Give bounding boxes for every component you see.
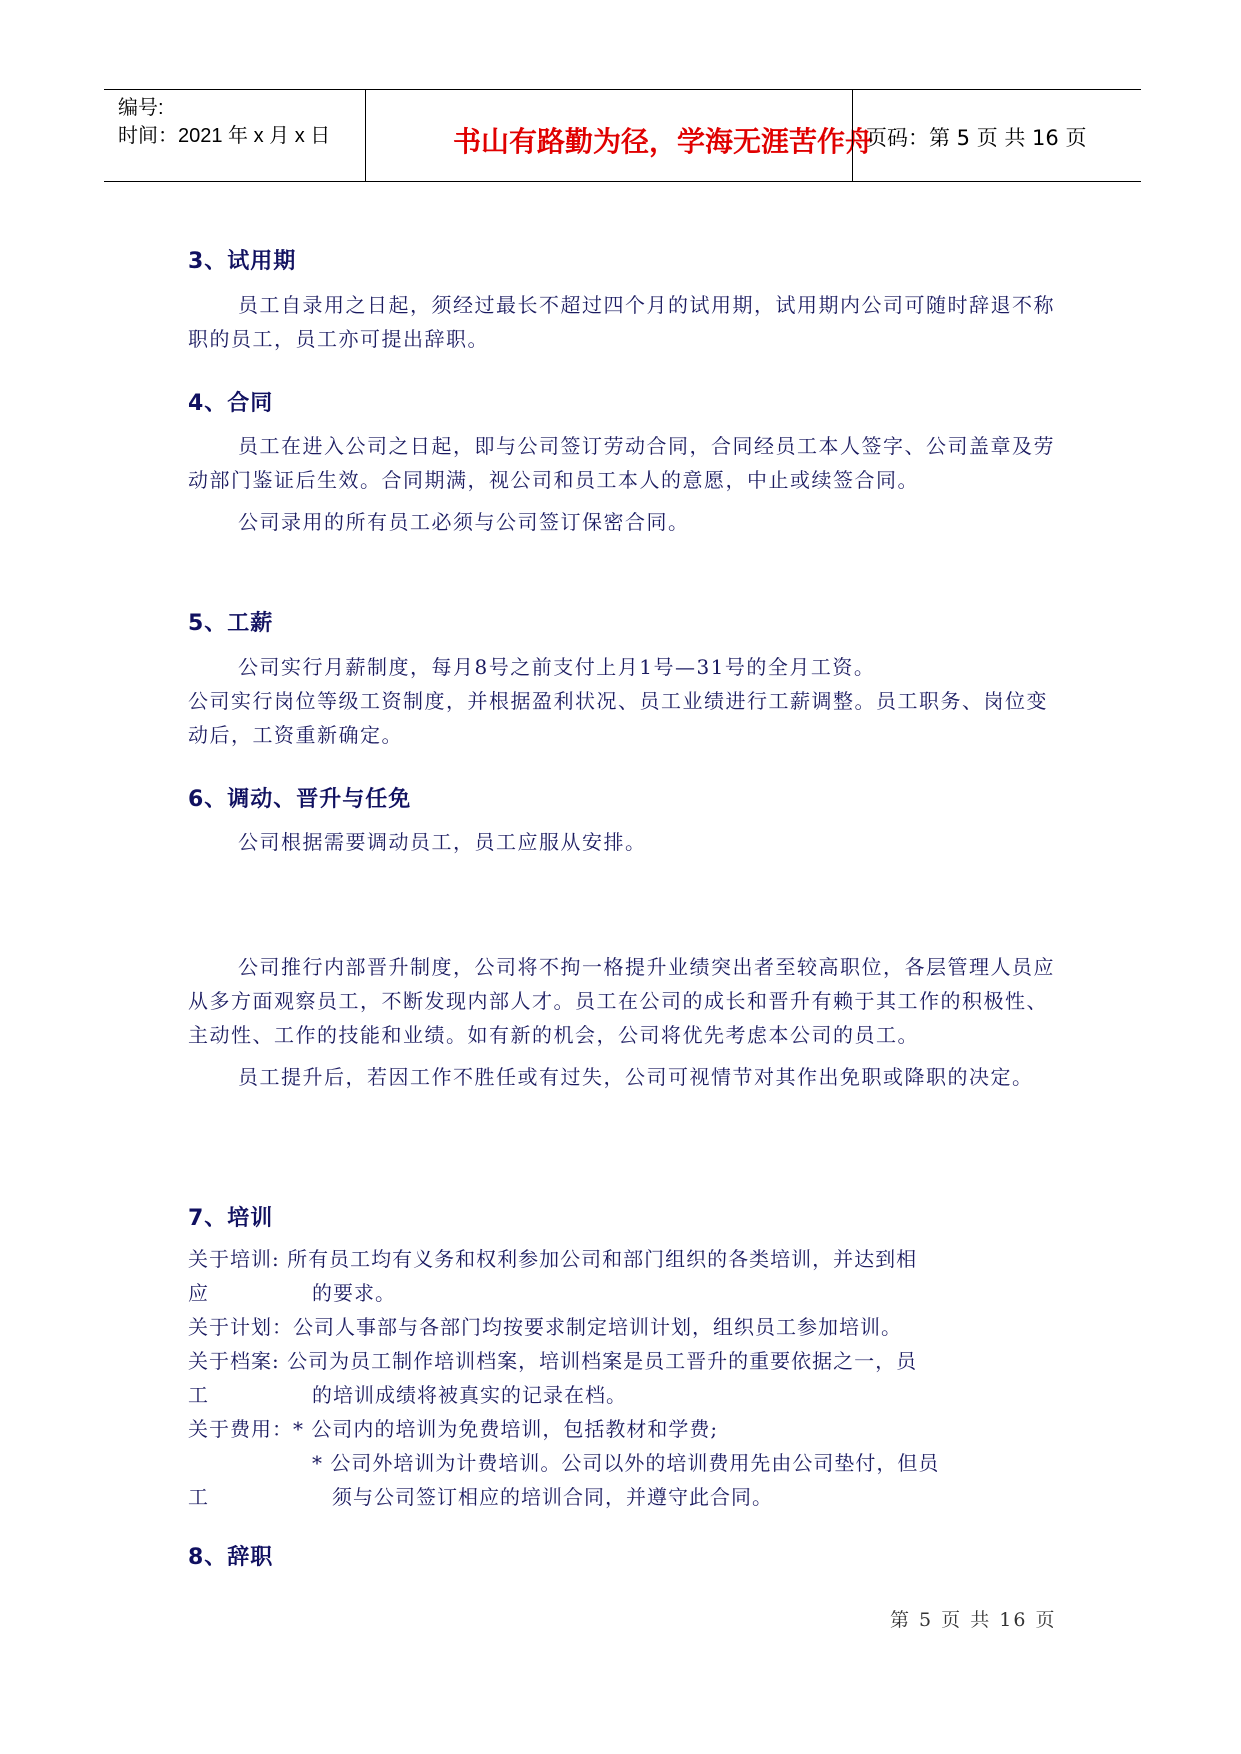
section-6 [188,782,1064,813]
paragraph: 员工自录用之日起，须经过最长不超过四个月的试用期，试用期内公司可随时辞退不称职的员工，员工亦可提出辞职。 [188,293,1055,351]
section-title: 8、辞职 [188,1545,274,1570]
section-5-body [188,650,1064,752]
section-4 [188,386,1064,417]
training-line-right: 须与公司签订相应的培训合同，并遵守此合同。 [332,1485,773,1509]
header-page-number: 页码：第 5 页 共 16 页 [866,126,1087,150]
paragraph: 公司实行月薪制度，每月8号之前支付上月1号—31号的全月工资。 [238,655,876,679]
paragraph: 公司根据需要调动员工，员工应服从安排。 [238,830,647,854]
paragraph: 员工在进入公司之日起，即与公司签订劳动合同，合同经员工本人签字、公司盖章及劳动部门鉴证后生效。合同期满，视公司和员工本人的意愿，中止或续签合同。 [188,434,1055,492]
paragraph: 公司实行岗位等级工资制度，并根据盈利状况、员工业绩进行工薪调整。员工职务、岗位变动后，工资重新确定。 [188,689,1048,747]
section-title: 4、合同 [188,391,274,416]
page-header [104,89,1141,182]
training-line [188,1480,1064,1514]
paragraph: 员工提升后，若因工作不胜任或有过失，公司可视情节对其作出免职或降职的决定。 [238,1065,1034,1089]
section-8 [188,1540,1064,1571]
paragraph: 公司录用的所有员工必须与公司签订保密合同。 [238,510,690,534]
header-motto: 书山有路勤为径，学海无涯苦作舟 [452,125,873,158]
page-footer: 第 5 页 共 16 页 [890,1609,1057,1631]
training-line: 关于培训: 所有员工均有义务和权利参加公司和部门组织的各类培训，并达到相 [188,1247,918,1271]
time-label: 时间：2021 年 x 月 x 日 [118,125,331,147]
header-meta [118,94,330,150]
section-7 [188,1201,1064,1232]
section-title: 3、试用期 [188,249,297,274]
paragraph: 公司推行内部晋升制度，公司将不拘一格提升业绩突出者至较高职位，各层管理人员应从多方面观察员工，不断发现内部人才。员工在公司的成长和晋升有赖于其工作的积极性、主动性、工作的技能和业绩。如有新的机会，公司将优先考虑本公司的员工。 [188,955,1055,1047]
training-line: * 公司外培训为计费培训。公司以外的培训费用先由公司垫付，但员 [312,1451,940,1475]
training-line: 关于费用：* 公司内的培训为免费培训，包括教材和学费; [188,1417,719,1441]
training-line-right: 的培训成绩将被真实的记录在档。 [312,1383,627,1407]
section-4-body [188,429,1064,539]
section-3-body [188,288,1064,356]
training-line: 关于档案: 公司为员工制作培训档案，培训档案是员工晋升的重要依据之一，员 [188,1349,918,1373]
number-label: 编号: [118,97,164,119]
training-line [188,1378,1064,1412]
section-6-body [188,825,1064,859]
section-6-body-cont [188,950,1064,1094]
section-title: 6、调动、晋升与任免 [188,787,412,812]
training-line-left: 工 [188,1485,209,1509]
header-divider [365,90,366,181]
section-5 [188,606,1064,637]
training-line-right: 的要求。 [312,1281,396,1305]
section-title: 7、培训 [188,1206,274,1231]
training-line-left: 工 [188,1383,209,1407]
section-3 [188,244,1064,275]
training-line [188,1276,1064,1310]
section-title: 5、工薪 [188,611,274,636]
training-line: 关于计划：公司人事部与各部门均按要求制定培训计划，组织员工参加培训。 [188,1315,902,1339]
header-divider [852,90,853,181]
training-line-left: 应 [188,1281,209,1305]
